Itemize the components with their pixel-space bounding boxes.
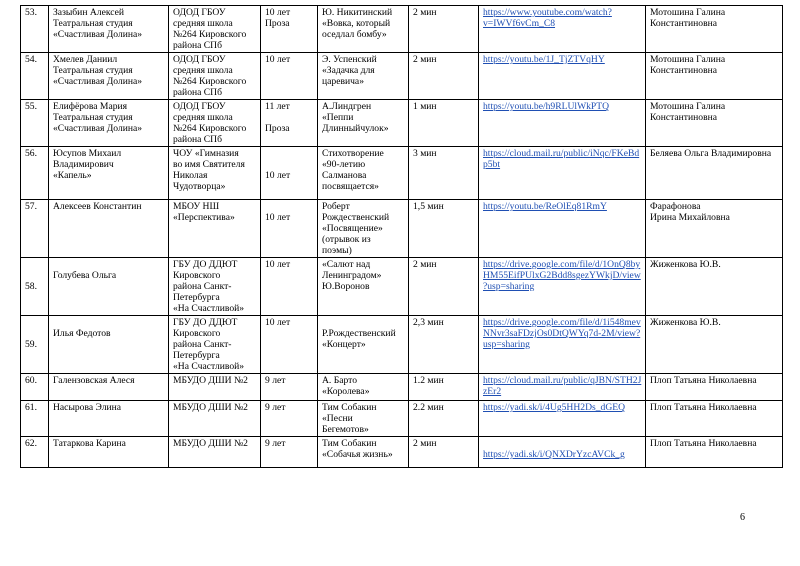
row-number: 55. — [25, 101, 37, 112]
participants-table — [20, 5, 783, 468]
page-number: 6 — [740, 512, 745, 523]
institution-cell — [169, 200, 261, 258]
table-row — [21, 100, 783, 147]
institution-cell — [169, 100, 261, 147]
participant-name: Юсупов Михаил Владимирович «Капель» — [53, 148, 122, 181]
performed-work: Роберт Рождественский «Посвящение» (отрывок из поэмы) — [322, 201, 390, 256]
duration: 1 мин — [413, 101, 437, 112]
table-row — [21, 6, 783, 53]
performed-work-cell — [318, 53, 409, 100]
teacher-name-cell — [646, 437, 783, 468]
participant-name-cell — [49, 258, 169, 316]
video-link[interactable]: https://drive.google.com/file/d/1OnQ8byHM55EifPUlxG2Bdd8sgezYWkjD/view?usp=sharing — [483, 259, 641, 292]
row-number-cell — [21, 258, 49, 316]
duration-cell — [409, 258, 479, 316]
performed-work: Р.Рождественский «Концерт» — [322, 328, 396, 350]
performed-work-cell — [318, 258, 409, 316]
institution-cell — [169, 437, 261, 468]
age-category-cell — [261, 401, 318, 437]
age-category-cell — [261, 437, 318, 468]
teacher-name-cell — [646, 374, 783, 401]
participant-name: Алексеев Константин — [53, 201, 142, 212]
institution-cell — [169, 147, 261, 200]
row-number: 61. — [25, 402, 37, 413]
row-number: 54. — [25, 54, 37, 65]
participant-name-cell — [49, 374, 169, 401]
age-category: 10 лет — [265, 317, 291, 328]
teacher-name: Мотошина Галина Константиновна — [650, 101, 726, 123]
duration: 2 мин — [413, 54, 437, 65]
row-number: 53. — [25, 7, 37, 18]
video-link[interactable]: https://drive.google.com/file/d/1i548mevNNvr3saFDzjOs0DtQWYq7d-2M/view?usp=sharing — [483, 317, 641, 350]
performed-work: Стихотворение «90-летию Салманова посвящается» — [322, 148, 384, 192]
row-number-cell — [21, 100, 49, 147]
video-link-cell — [479, 6, 646, 53]
performed-work: Э. Успенский «Задачка для царевича» — [322, 54, 377, 87]
video-link[interactable]: https://youtu.be/h9RLUlWkPTQ — [483, 101, 610, 112]
institution: ОДОД ГБОУ средняя школа №264 Кировского района СПб — [173, 101, 247, 145]
row-number: 59. — [25, 339, 37, 350]
row-number-cell — [21, 374, 49, 401]
age-category: 9 лет — [265, 438, 286, 449]
video-link-cell — [479, 437, 646, 468]
performed-work: Тим Собакин «Песни Бегемотов» — [322, 402, 377, 435]
age-category: 9 лет — [265, 402, 286, 413]
duration-cell — [409, 100, 479, 147]
institution: МБУДО ДШИ №2 — [173, 438, 248, 449]
video-link[interactable]: https://youtu.be/ReOlEq81RmY — [483, 201, 607, 212]
participant-name: Елифёрова Мария Театральная студия «Счастливая Долина» — [53, 101, 143, 134]
age-category-cell — [261, 200, 318, 258]
performed-work-cell — [318, 374, 409, 401]
duration-cell — [409, 147, 479, 200]
performed-work: Тим Собакин «Собачья жизнь» — [322, 438, 393, 460]
duration-cell — [409, 6, 479, 53]
teacher-name-cell — [646, 258, 783, 316]
participant-name-cell — [49, 437, 169, 468]
age-category-cell — [261, 6, 318, 53]
duration: 2 мин — [413, 7, 437, 18]
age-category-cell — [261, 53, 318, 100]
teacher-name-cell — [646, 401, 783, 437]
participant-name: Илья Федотов — [53, 328, 111, 339]
teacher-name: Мотошина Галина Константиновна — [650, 54, 726, 76]
video-link-cell — [479, 100, 646, 147]
video-link[interactable]: https://youtu.be/1J_TjZTVqHY — [483, 54, 605, 65]
age-category: 10 лет Проза — [265, 7, 291, 29]
age-category: 9 лет — [265, 375, 286, 386]
age-category-cell — [261, 374, 318, 401]
age-category: 11 лет Проза — [265, 101, 290, 134]
duration-cell — [409, 374, 479, 401]
teacher-name: Плоп Татьяна Николаевна — [650, 438, 757, 449]
age-category-cell — [261, 258, 318, 316]
table-row — [21, 374, 783, 401]
participant-name-cell — [49, 316, 169, 374]
teacher-name: Беляева Ольга Владимировна — [650, 148, 772, 159]
performed-work: А. Барто «Королева» — [322, 375, 370, 397]
performed-work-cell — [318, 316, 409, 374]
performed-work-cell — [318, 6, 409, 53]
row-number: 60. — [25, 375, 37, 386]
institution: МБОУ НШ «Перспектива» — [173, 201, 235, 223]
video-link[interactable]: https://cloud.mail.ru/public/qJBN/STH2JzEr2 — [483, 375, 642, 397]
participant-name-cell — [49, 147, 169, 200]
institution: ОДОД ГБОУ средняя школа №264 Кировского района СПб — [173, 54, 247, 98]
table-row — [21, 147, 783, 200]
participant-name: Голубева Ольга — [53, 270, 117, 281]
participant-name-cell — [49, 6, 169, 53]
row-number-cell — [21, 401, 49, 437]
institution: МБУДО ДШИ №2 — [173, 402, 248, 413]
age-category-cell — [261, 316, 318, 374]
age-category-cell — [261, 100, 318, 147]
teacher-name-cell — [646, 53, 783, 100]
age-category: 10 лет — [265, 170, 291, 181]
participant-name: Галензовская Алеся — [53, 375, 135, 386]
duration-cell — [409, 200, 479, 258]
row-number-cell — [21, 53, 49, 100]
duration: 3 мин — [413, 148, 437, 159]
performed-work: Ю. Никитинский «Вовка, который оседлал бомбу» — [322, 7, 393, 40]
duration: 1,5 мин — [413, 201, 444, 212]
video-link-cell — [479, 258, 646, 316]
video-link[interactable]: https://www.youtube.com/watch?v=IWVf6vCm_C8 — [483, 7, 612, 29]
performed-work: «Салют над Ленинградом» Ю.Воронов — [322, 259, 382, 292]
video-link-cell — [479, 200, 646, 258]
table-row — [21, 401, 783, 437]
institution: ОДОД ГБОУ средняя школа №264 Кировского района СПб — [173, 7, 247, 51]
duration-cell — [409, 53, 479, 100]
performed-work-cell — [318, 147, 409, 200]
performed-work-cell — [318, 100, 409, 147]
video-link[interactable]: https://cloud.mail.ru/public/iNqc/FKeBdp5bt — [483, 148, 640, 170]
participant-name: Зазыбин Алексей Театральная студия «Счастливая Долина» — [53, 7, 143, 40]
row-number: 57. — [25, 201, 37, 212]
row-number-cell — [21, 6, 49, 53]
participant-name-cell — [49, 100, 169, 147]
participant-name: Насырова Элина — [53, 402, 122, 413]
teacher-name-cell — [646, 6, 783, 53]
performed-work: А.Линдгрен «Пеппи Длинныйчулок» — [322, 101, 389, 134]
teacher-name: Мотошина Галина Константиновна — [650, 7, 726, 29]
teacher-name: Жиженкова Ю.В. — [650, 259, 721, 270]
duration-cell — [409, 401, 479, 437]
duration: 1.2 мин — [413, 375, 444, 386]
institution-cell — [169, 6, 261, 53]
duration: 2.2 мин — [413, 402, 444, 413]
performed-work-cell — [318, 401, 409, 437]
age-category: 10 лет — [265, 259, 291, 270]
institution-cell — [169, 316, 261, 374]
duration: 2,3 мин — [413, 317, 444, 328]
duration: 2 мин — [413, 438, 437, 449]
video-link-cell — [479, 401, 646, 437]
institution: МБУДО ДШИ №2 — [173, 375, 248, 386]
age-category-cell — [261, 147, 318, 200]
video-link-cell — [479, 374, 646, 401]
teacher-name-cell — [646, 200, 783, 258]
table-row — [21, 53, 783, 100]
table-row — [21, 200, 783, 258]
institution-cell — [169, 53, 261, 100]
duration-cell — [409, 316, 479, 374]
teacher-name: Фарафонова Ирина Михайловна — [650, 201, 730, 223]
participant-name-cell — [49, 200, 169, 258]
row-number-cell — [21, 316, 49, 374]
participant-name: Татаркова Карина — [53, 438, 126, 449]
institution-cell — [169, 374, 261, 401]
table-row — [21, 437, 783, 468]
participant-name-cell — [49, 401, 169, 437]
performed-work-cell — [318, 200, 409, 258]
table-row — [21, 258, 783, 316]
row-number: 62. — [25, 438, 37, 449]
institution: ГБУ ДО ДДЮТ Кировского района Санкт- Петербурга «На Счастливой» — [173, 317, 245, 372]
row-number: 58. — [25, 281, 37, 292]
age-category: 10 лет — [265, 212, 291, 223]
teacher-name-cell — [646, 147, 783, 200]
row-number-cell — [21, 147, 49, 200]
video-link-cell — [479, 316, 646, 374]
institution: ЧОУ «Гимназия во имя Святителя Николая Чудотворца» — [173, 148, 245, 192]
participant-name-cell — [49, 53, 169, 100]
video-link[interactable]: https://yadi.sk/i/QNXDrYzcAVCk_g — [483, 449, 625, 460]
age-category: 10 лет — [265, 54, 291, 65]
institution: ГБУ ДО ДДЮТ Кировского района Санкт- Петербурга «На Счастливой» — [173, 259, 245, 314]
institution-cell — [169, 258, 261, 316]
teacher-name: Плоп Татьяна Николаевна — [650, 375, 757, 386]
participant-name: Хмелев Даниил Театральная студия «Счастливая Долина» — [53, 54, 143, 87]
video-link-cell — [479, 53, 646, 100]
teacher-name-cell — [646, 100, 783, 147]
teacher-name: Жиженкова Ю.В. — [650, 317, 721, 328]
teacher-name-cell — [646, 316, 783, 374]
teacher-name: Плоп Татьяна Николаевна — [650, 402, 757, 413]
row-number-cell — [21, 200, 49, 258]
institution-cell — [169, 401, 261, 437]
row-number: 56. — [25, 148, 37, 159]
performed-work-cell — [318, 437, 409, 468]
video-link-cell — [479, 147, 646, 200]
row-number-cell — [21, 437, 49, 468]
video-link[interactable]: https://yadi.sk/i/4Ug5HH2Ds_dGEQ — [483, 402, 626, 413]
duration: 2 мин — [413, 259, 437, 270]
duration-cell — [409, 437, 479, 468]
table-row — [21, 316, 783, 374]
